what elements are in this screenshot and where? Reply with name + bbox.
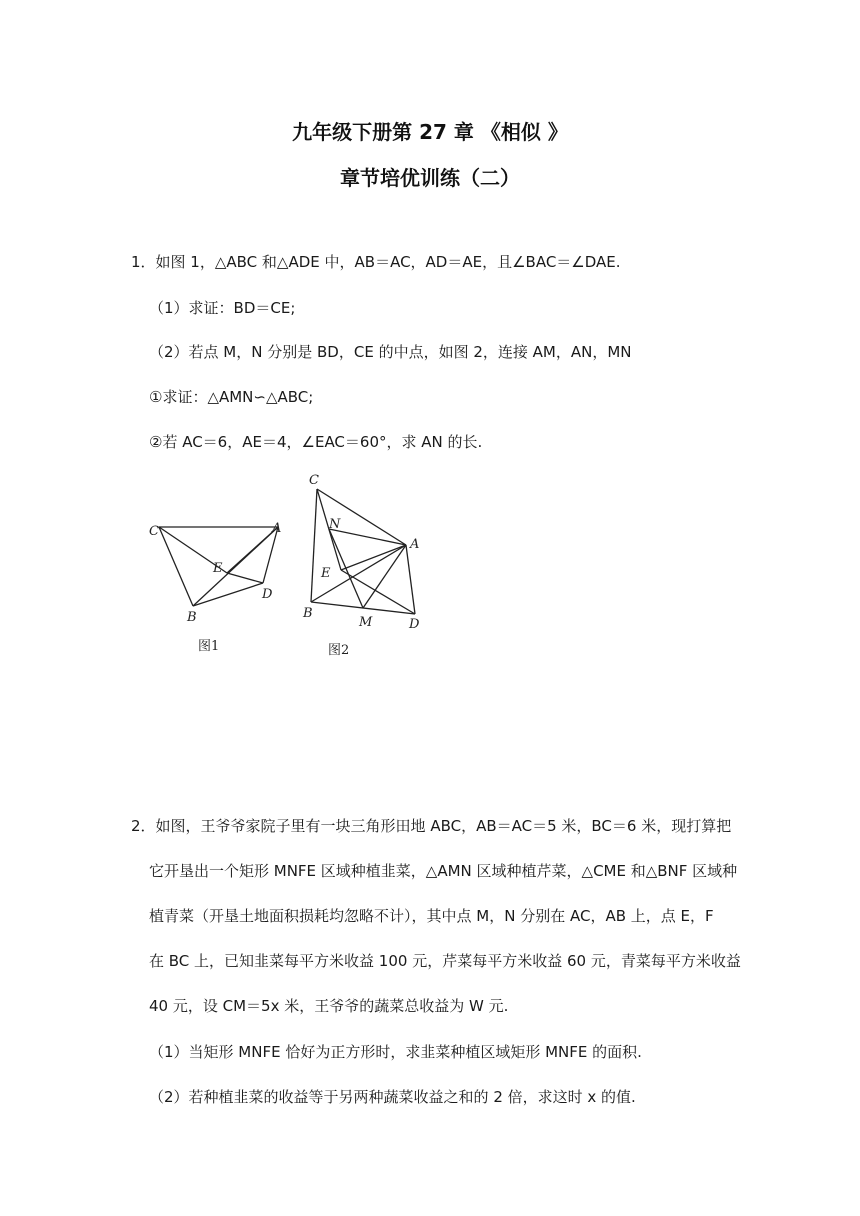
q2-part2: （2）若种植韭菜的收益等于另两种蔬菜收益之和的 2 倍，求这时 x 的值. xyxy=(149,1088,636,1106)
fig1-label-d: D xyxy=(262,587,273,602)
fig2-segment-ed xyxy=(341,570,415,614)
fig2-label-m: M xyxy=(359,615,373,630)
page-subtitle: 章节培优训练（二） xyxy=(340,166,520,190)
fig2-segment-ad xyxy=(406,545,415,614)
fig1-segment-bd xyxy=(193,583,263,606)
fig2-label-c: C xyxy=(309,473,319,488)
fig2-segment-cb xyxy=(311,489,317,602)
figure-2 xyxy=(296,468,436,663)
fig2-label-b: B xyxy=(303,606,313,621)
fig2-label-n: N xyxy=(329,517,341,532)
q1-part1: （1）求证：BD＝CE; xyxy=(149,299,296,317)
fig1-segment-ed xyxy=(227,573,263,583)
fig1-caption: 图1 xyxy=(198,639,220,654)
fig2-segment-mn xyxy=(329,529,363,608)
fig2-segment-am xyxy=(363,545,406,608)
page-title: 九年级下册第 27 章 《相似 》 xyxy=(292,120,568,144)
fig2-label-e: E xyxy=(321,566,331,581)
q2-line-5: 40 元，设 CM＝5x 米，王爷爷的蔬菜总收益为 W 元. xyxy=(149,997,509,1015)
q1-part2: （2）若点 M，N 分别是 BD，CE 的中点，如图 2，连接 AM，AN，MN xyxy=(149,343,632,361)
fig1-label-c: C xyxy=(149,524,159,539)
fig1-label-a: A xyxy=(272,521,282,536)
fig2-segment-ae xyxy=(341,545,406,570)
fig2-caption: 图2 xyxy=(328,643,350,658)
q1-part2a: ①求证：△AMN∽△ABC; xyxy=(149,388,314,406)
q2-part1: （1）当矩形 MNFE 恰好为正方形时，求韭菜种植区域矩形 MNFE 的面积. xyxy=(149,1043,642,1061)
q2-line-3: 植青菜（开垦土地面积损耗均忽略不计），其中点 M，N 分别在 AC，AB 上，点 E，F xyxy=(149,907,714,925)
q2-line-2: 它开垦出一个矩形 MNFE 区域种植韭菜，△AMN 区域种植芹菜，△CME 和△BNF 区域种 xyxy=(149,862,738,880)
q2-line-1: 2．如图，王爷爷家院子里有一块三角形田地 ABC，AB＝AC＝5 米，BC＝6 米，现打算把 xyxy=(131,817,732,835)
fig1-segment-ae xyxy=(227,527,278,573)
fig2-label-d: D xyxy=(409,617,420,632)
q1-part2b: ②若 AC＝6，AE＝4，∠EAC＝60°，求 AN 的长. xyxy=(149,433,483,451)
fig2-label-a: A xyxy=(410,537,420,552)
figure-1 xyxy=(145,510,305,670)
q1-stem: 1．如图 1，△ABC 和△ADE 中，AB＝AC，AD＝AE，且∠BAC＝∠DAE. xyxy=(131,253,621,271)
fig1-label-b: B xyxy=(187,610,197,625)
fig1-label-e: E xyxy=(213,561,223,576)
q2-line-4: 在 BC 上，已知韭菜每平方米收益 100 元，芹菜每平方米收益 60 元，青菜每平方米收益 xyxy=(149,952,741,970)
